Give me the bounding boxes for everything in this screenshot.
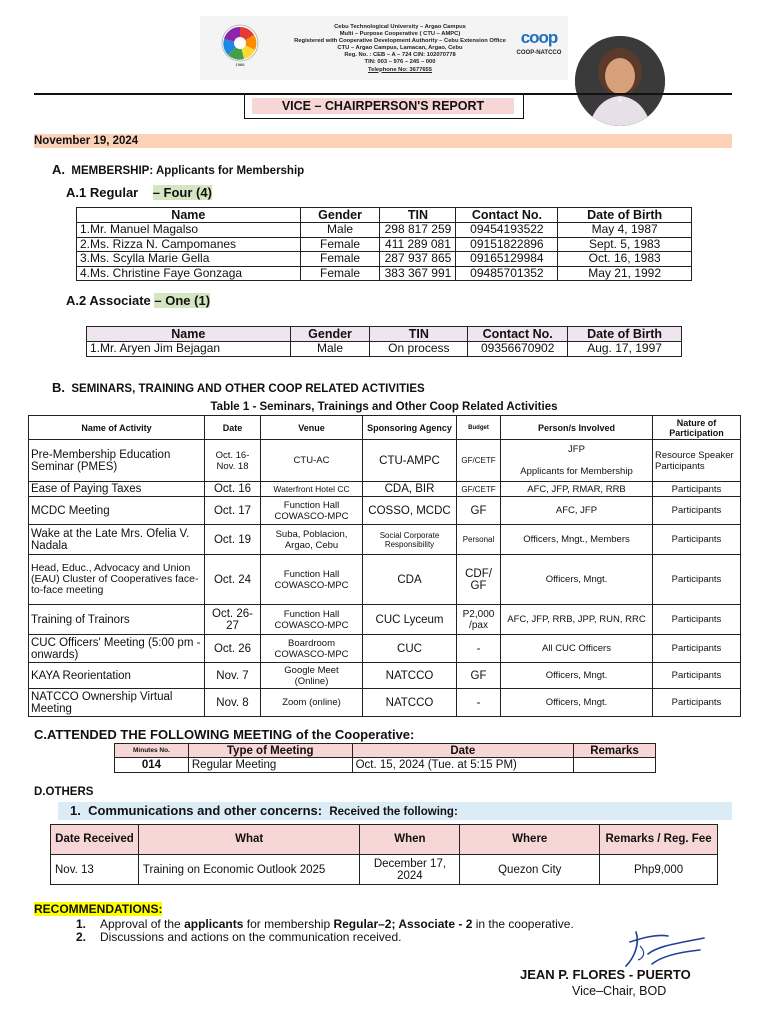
communication-when: December 17, 2024 — [360, 855, 460, 885]
coop-logo-word: coop — [520, 28, 558, 47]
section-d-heading: D.OTHERS — [34, 786, 94, 798]
signatory-name: JEAN P. FLORES - PUERTO — [520, 967, 691, 982]
applicant-contact: 09356670902 — [468, 342, 568, 357]
col-header: Sponsoring Agency — [363, 416, 457, 440]
col-header: Where — [460, 825, 600, 855]
activity-venue: Google Meet (Online) — [261, 663, 363, 689]
activity-persons: Officers, Mngt. — [501, 555, 653, 605]
activity-name: Head, Educ., Advocacy and Union (EAU) Cluster of Cooperatives face-to-face meeting — [29, 555, 205, 605]
org-line: CTU – Argao Campus, Lamacan, Argao, Cebu — [337, 45, 463, 52]
table-row — [77, 252, 692, 267]
org-line: Reg. No. : CEB – A – 724 CIN: 102070778 — [344, 52, 456, 59]
item-title: Communications and other concerns: — [88, 803, 323, 818]
activity-persons: JFP Applicants for Membership — [501, 440, 653, 482]
table-row — [29, 689, 741, 717]
applicant-name: 4.Ms. Christine Faye Gonzaga — [77, 266, 301, 281]
applicant-gender: Male — [290, 342, 370, 357]
handwritten-signature — [596, 924, 708, 972]
col-header: Person/s Involved — [501, 416, 653, 440]
col-header: Date of Birth — [558, 208, 692, 223]
section-title: MEMBERSHIP: Applicants for Membership — [71, 165, 305, 177]
applicant-contact: 09454193522 — [456, 223, 558, 238]
activity-date: Oct. 19 — [205, 525, 261, 555]
meetings-table — [114, 743, 656, 773]
activity-name: MCDC Meeting — [29, 497, 205, 525]
activity-persons: Officers, Mngt. — [501, 663, 653, 689]
col-header: Minutes No. — [115, 744, 189, 758]
table-row — [77, 266, 692, 281]
activity-persons: Officers, Mngt., Members — [501, 525, 653, 555]
section-letter: A. — [52, 162, 65, 177]
activity-name: Training of Trainors — [29, 605, 205, 635]
applicant-dob: Oct. 16, 1983 — [558, 252, 692, 267]
col-header: Remarks / Reg. Fee — [600, 825, 718, 855]
activity-date: Nov. 7 — [205, 663, 261, 689]
applicant-tin: 287 937 865 — [380, 252, 456, 267]
regular-label: A.1 Regular — [66, 185, 139, 200]
activities-table — [28, 415, 741, 717]
activity-venue: Function Hall COWASCO-MPC — [261, 497, 363, 525]
activity-date: Oct. 26-27 — [205, 605, 261, 635]
activity-venue: Function Hall COWASCO-MPC — [261, 605, 363, 635]
col-header: Nature of Participation — [653, 416, 741, 440]
applicant-dob: Sept. 5, 1983 — [558, 237, 692, 252]
meeting-type: Regular Meeting — [188, 758, 352, 773]
activity-name: Ease of Paying Taxes — [29, 482, 205, 497]
applicant-tin: 298 817 259 — [380, 223, 456, 238]
applicant-name: 3.Ms. Scylla Marie Gella — [77, 252, 301, 267]
section-letter: B. — [52, 380, 65, 395]
activity-date: Oct. 24 — [205, 555, 261, 605]
applicant-name: 1.Mr. Aryen Jim Bejagan — [87, 342, 291, 357]
applicant-gender: Female — [300, 252, 380, 267]
communication-what: Training on Economic Outlook 2025 — [138, 855, 360, 885]
col-header: When — [360, 825, 460, 855]
regular-heading — [66, 185, 212, 200]
activity-date: Oct. 16-Nov. 18 — [205, 440, 261, 482]
table-header-row — [115, 744, 656, 758]
activity-participation: Participants — [653, 525, 741, 555]
applicant-contact: 09165129984 — [456, 252, 558, 267]
regular-count: – Four (4) — [152, 185, 212, 200]
activity-budget: GF/CETF — [457, 482, 501, 497]
org-line: Multi – Purpose Cooperative ( CTU – AMPC) — [339, 31, 461, 38]
table-row — [29, 663, 741, 689]
applicant-contact: 09485701352 — [456, 266, 558, 281]
minutes-no: 014 — [115, 758, 189, 773]
activity-name: CUC Officers' Meeting (5:00 pm - onwards) — [29, 635, 205, 663]
activity-venue: Waterfront Hotel CC — [261, 482, 363, 497]
activity-name: KAYA Reorientation — [29, 663, 205, 689]
applicant-tin: 411 289 081 — [380, 237, 456, 252]
table-header-row — [77, 208, 692, 223]
report-date: November 19, 2024 — [34, 134, 732, 148]
table-row — [51, 855, 718, 885]
table-row — [29, 440, 741, 482]
rec-text: for membership — [243, 917, 334, 931]
activity-participation: Participants — [653, 555, 741, 605]
meeting-date: Oct. 15, 2024 (Tue. at 5:15 PM) — [352, 758, 573, 773]
activity-agency: CUC Lyceum — [363, 605, 457, 635]
col-header: TIN — [370, 327, 468, 342]
activity-budget: P2,000 /pax — [457, 605, 501, 635]
activity-agency: CTU-AMPC — [363, 440, 457, 482]
activity-budget: - — [457, 635, 501, 663]
table-header-row — [51, 825, 718, 855]
table-header-row — [29, 416, 741, 440]
item-number: 2. — [76, 930, 87, 944]
activity-participation: Participants — [653, 482, 741, 497]
applicant-gender: Male — [300, 223, 380, 238]
communication-where: Quezon City — [460, 855, 600, 885]
col-header: Name — [77, 208, 301, 223]
activity-name: Wake at the Late Mrs. Ofelia V. Nadala — [29, 525, 205, 555]
col-header: TIN — [380, 208, 456, 223]
org-line: Cebu Technological University – Argao Campus — [334, 24, 466, 30]
activity-venue: Zoom (online) — [261, 689, 363, 717]
applicant-dob: May 21, 1992 — [558, 266, 692, 281]
applicant-dob: Aug. 17, 1997 — [568, 342, 682, 357]
rec-text: Discussions and actions on the communication received. — [100, 930, 402, 944]
activity-agency: Social Corporate Responsibility — [363, 525, 457, 555]
activity-participation: Resource Speaker Participants — [653, 440, 741, 482]
activity-persons: AFC, JFP — [501, 497, 653, 525]
col-header: Type of Meeting — [188, 744, 352, 758]
org-line: Telephone No: 3677655 — [367, 66, 432, 73]
activity-agency: CUC — [363, 635, 457, 663]
col-header: Date — [352, 744, 573, 758]
col-header: Contact No. — [468, 327, 568, 342]
ctu-ampc-logo — [210, 22, 270, 68]
activity-participation: Participants — [653, 689, 741, 717]
rec-bold: Regular–2; Associate - 2 — [333, 917, 473, 931]
item-subtitle: Received the following: — [329, 806, 458, 818]
recommendations-heading: RECOMMENDATIONS: — [34, 902, 163, 916]
table-row — [87, 342, 682, 357]
coop-logo-sub: COOP-NATCCO — [516, 50, 562, 56]
activity-persons: AFC, JFP, RMAR, RRB — [501, 482, 653, 497]
col-header: Date of Birth — [568, 327, 682, 342]
table-row — [29, 635, 741, 663]
table-header-row — [87, 327, 682, 342]
applicant-tin: On process — [370, 342, 468, 357]
svg-text:1966: 1966 — [235, 62, 245, 67]
rec-bold: applicants — [184, 917, 244, 931]
meeting-remarks — [574, 758, 656, 773]
section-title: SEMINARS, TRAINING AND OTHER COOP RELATED ACTIVITIES — [71, 383, 425, 395]
applicant-contact: 09151822896 — [456, 237, 558, 252]
col-header: Name — [87, 327, 291, 342]
activity-budget: GF — [457, 497, 501, 525]
associate-label: A.2 Associate — [66, 293, 151, 308]
applicant-name: 2.Ms. Rizza N. Campomanes — [77, 237, 301, 252]
applicant-name: 1.Mr. Manuel Magalso — [77, 223, 301, 238]
activity-venue: Suba, Poblacion, Argao, Cebu — [261, 525, 363, 555]
activity-date: Nov. 8 — [205, 689, 261, 717]
table-row — [29, 525, 741, 555]
activity-date: Oct. 17 — [205, 497, 261, 525]
activity-agency: CDA, BIR — [363, 482, 457, 497]
applicant-dob: May 4, 1987 — [558, 223, 692, 238]
activity-budget: CDF/ GF — [457, 555, 501, 605]
activity-persons: All CUC Officers — [501, 635, 653, 663]
item-number: 1. — [70, 803, 81, 818]
activity-persons: Officers, Mngt. — [501, 689, 653, 717]
activity-budget: - — [457, 689, 501, 717]
applicant-gender: Female — [300, 237, 380, 252]
col-header: Date — [205, 416, 261, 440]
col-header: Budget — [457, 416, 501, 440]
section-b-heading — [52, 380, 425, 395]
col-header: Gender — [290, 327, 370, 342]
col-header: Date Received — [51, 825, 139, 855]
rec-text: Approval of the — [100, 917, 185, 931]
activity-venue: Boardroom COWASCO-MPC — [261, 635, 363, 663]
activity-agency: CDA — [363, 555, 457, 605]
regular-applicants-table — [76, 207, 692, 281]
recommendation-item — [76, 917, 574, 931]
activity-agency: NATCCO — [363, 663, 457, 689]
activity-venue: Function Hall COWASCO-MPC — [261, 555, 363, 605]
coop-natcco-logo — [514, 28, 564, 62]
activity-budget: GF/CETF — [457, 440, 501, 482]
activity-participation: Participants — [653, 497, 741, 525]
applicant-tin: 383 367 991 — [380, 266, 456, 281]
vice-chair-photo — [575, 36, 665, 126]
col-header: Remarks — [574, 744, 656, 758]
org-header-text — [290, 24, 510, 74]
activity-budget: Personal — [457, 525, 501, 555]
activity-agency: COSSO, MCDC — [363, 497, 457, 525]
activity-date: Oct. 16 — [205, 482, 261, 497]
section-c-heading: C.ATTENDED THE FOLLOWING MEETING of the Cooperative: — [34, 727, 415, 742]
item-number: 1. — [76, 917, 87, 931]
table-row — [77, 237, 692, 252]
activity-participation: Participants — [653, 605, 741, 635]
activity-name: NATCCO Ownership Virtual Meeting — [29, 689, 205, 717]
col-header: Contact No. — [456, 208, 558, 223]
signatory-role: Vice–Chair, BOD — [572, 984, 667, 998]
activity-venue: CTU-AC — [261, 440, 363, 482]
col-header: Name of Activity — [29, 416, 205, 440]
associate-applicants-table — [86, 326, 682, 357]
section-a-heading — [52, 162, 304, 177]
rec-text: in the cooperative. — [472, 917, 574, 931]
date-received: Nov. 13 — [51, 855, 139, 885]
table-row — [77, 223, 692, 238]
table-row — [29, 482, 741, 497]
table-row — [29, 497, 741, 525]
table-row — [29, 555, 741, 605]
org-line: TIN: 003 – 976 – 245 – 000 — [364, 59, 436, 66]
activity-participation: Participants — [653, 635, 741, 663]
applicant-gender: Female — [300, 266, 380, 281]
activity-agency: NATCCO — [363, 689, 457, 717]
communication-fee: Php9,000 — [600, 855, 718, 885]
col-header: What — [138, 825, 360, 855]
col-header: Venue — [261, 416, 363, 440]
communications-table — [50, 824, 718, 885]
report-title: VICE – CHAIRPERSON'S REPORT — [252, 98, 514, 114]
recommendation-item — [76, 930, 402, 944]
activity-name: Pre-Membership Education Seminar (PMES) — [29, 440, 205, 482]
table-row — [29, 605, 741, 635]
communications-heading — [70, 803, 458, 818]
col-header: Gender — [300, 208, 380, 223]
table-row — [115, 758, 656, 773]
activity-persons: AFC, JFP, RRB, JPP, RUN, RRC — [501, 605, 653, 635]
table-caption: Table 1 - Seminars, Trainings and Other Coop Related Activities — [210, 401, 558, 413]
activity-budget: GF — [457, 663, 501, 689]
activity-date: Oct. 26 — [205, 635, 261, 663]
associate-count: – One (1) — [154, 293, 211, 308]
activity-participation: Participants — [653, 663, 741, 689]
associate-heading — [66, 293, 210, 308]
org-line: Registered with Cooperative Development Authority – Cebu Extension Office — [294, 38, 506, 45]
